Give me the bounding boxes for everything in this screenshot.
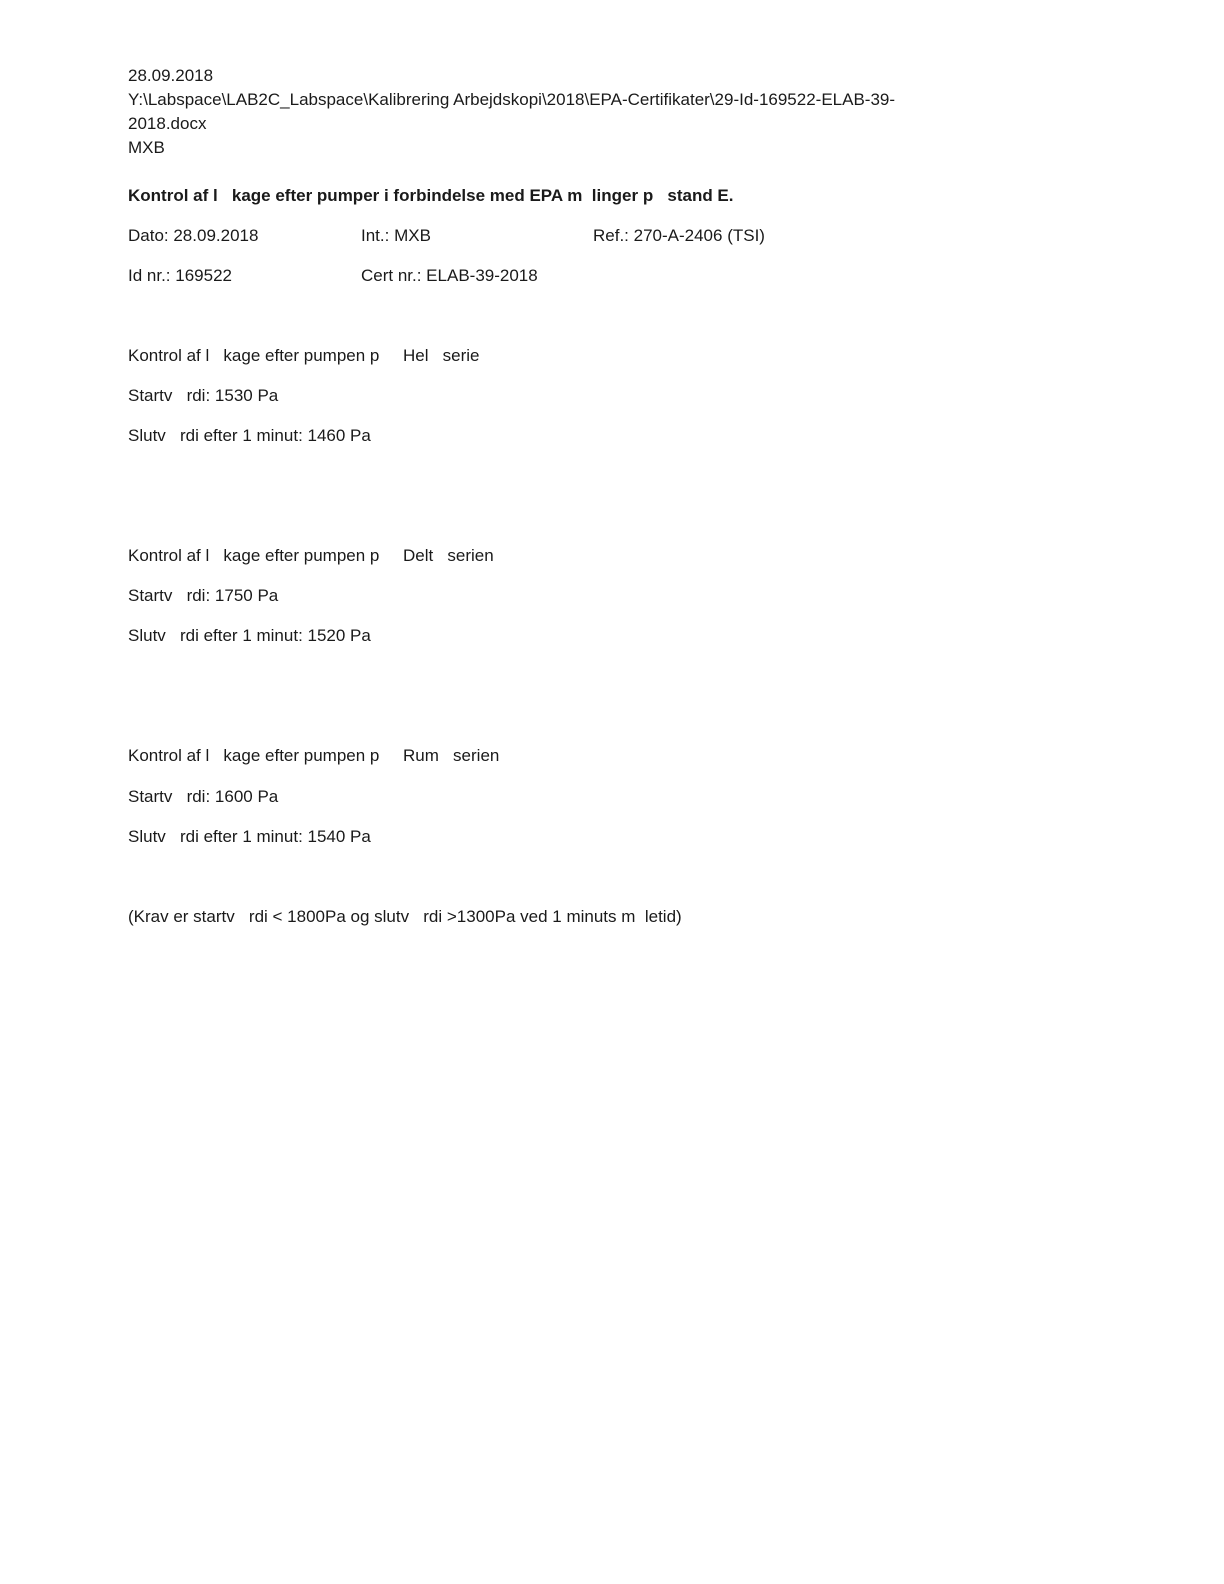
info-reference: Ref.: 270-A-2406 (TSI) [593, 226, 765, 245]
section-heading: Kontrol af l kage efter pumpen p Delt serien [128, 546, 494, 565]
header-initials: MXB [128, 138, 165, 157]
section-heading: Kontrol af l kage efter pumpen p Rum serien [128, 746, 500, 765]
header-file-path: Y:\Labspace\LAB2C_Labspace\Kalibrering Arbejdskopi\2018\EPA-Certifikater\29-Id-169522-ELAB-39- [128, 90, 896, 109]
section-start-value: Startv rdi: 1600 Pa [128, 787, 279, 806]
section-end-value: Slutv rdi efter 1 minut: 1460 Pa [128, 426, 371, 445]
header-date: 28.09.2018 [128, 66, 214, 85]
header-file-path-continued: 2018.docx [128, 114, 207, 133]
requirement-note: (Krav er startv rdi < 1800Pa og slutv rdi >1300Pa ved 1 minuts m letid) [128, 907, 682, 926]
info-initials: Int.: MXB [361, 226, 431, 245]
section-heading: Kontrol af l kage efter pumpen p Hel serie [128, 346, 480, 365]
section-start-value: Startv rdi: 1530 Pa [128, 386, 279, 405]
info-id-number: Id nr.: 169522 [128, 266, 232, 285]
section-end-value: Slutv rdi efter 1 minut: 1540 Pa [128, 827, 371, 846]
info-certificate-number: Cert nr.: ELAB-39-2018 [361, 266, 538, 285]
info-date: Dato: 28.09.2018 [128, 226, 259, 245]
section-start-value: Startv rdi: 1750 Pa [128, 586, 279, 605]
document-title: Kontrol af l kage efter pumper i forbindelse med EPA m linger p stand E. [128, 186, 734, 205]
section-end-value: Slutv rdi efter 1 minut: 1520 Pa [128, 626, 371, 645]
